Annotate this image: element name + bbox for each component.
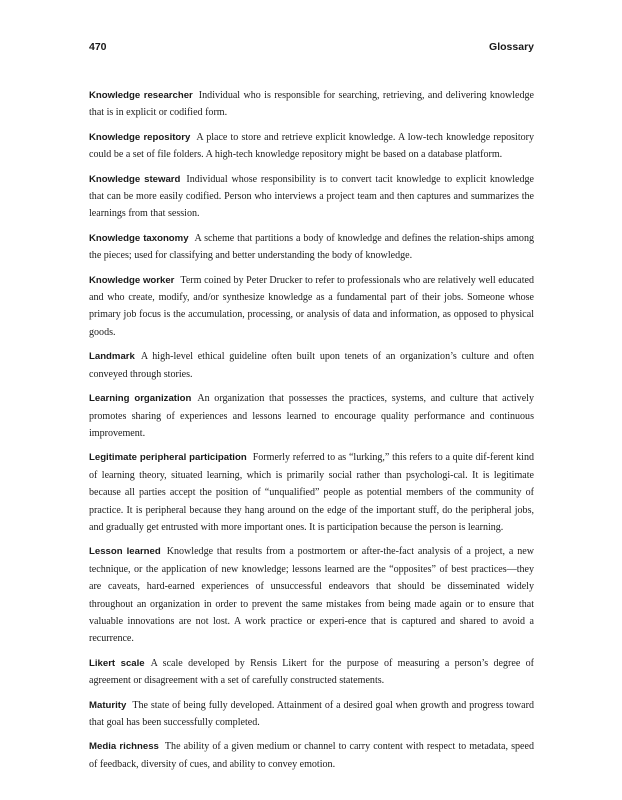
- glossary-entry: [89, 230, 534, 265]
- glossary-term: Landmark: [89, 351, 135, 363]
- glossary-entry: [89, 87, 534, 122]
- glossary-entry: [89, 697, 534, 732]
- glossary-definition: A scale developed by Rensis Likert for the purpose of measuring a person’s degree of agreement or disagreement with a set of carefully constructed statements.: [89, 657, 534, 687]
- glossary-entry: [89, 129, 534, 164]
- glossary-term: Likert scale: [89, 657, 145, 669]
- glossary-entry: [89, 348, 534, 383]
- glossary-entry: [89, 738, 534, 773]
- glossary-entry: [89, 543, 534, 647]
- glossary-term: Maturity: [89, 699, 127, 711]
- glossary-entry: [89, 171, 534, 223]
- glossary-definition: A place to store and retrieve explicit knowledge. A low-tech knowledge repository could be a set of file folders. A high-tech knowledge repository might be based on a database platform.: [89, 131, 535, 161]
- glossary-definition: Knowledge that results from a postmortem or after-the-fact analysis of a project, a new technique, or the application of new knowledge; lessons learned are the “opposites” of best practices—they are caveats, hard-earned experiences of unsuccessful endeavors that should be disseminated widely throughout an organization in order to prevent the same mistakes from being made again or to ensure that valuable innovations are not lost. A work practice or experi-ence that is captured and shared to avoid a recurrence.: [89, 546, 534, 645]
- glossary-term: Knowledge worker: [89, 274, 175, 286]
- glossary-term: Media richness: [89, 741, 159, 753]
- glossary-definition: Formerly referred to as “lurking,” this refers to a quite dif-ferent kind of learning theory, situated learning, which is primarily social rather than psychologi-cal. It is legitimate because all parties accept the position of “unqualified” people as potential members of the community of practice. It is peripheral because they hang around on the edge of the important stuff, do the peripheral jobs, and gradually get entrusted with more important ones. It is participation because the person is learning.: [89, 452, 534, 533]
- glossary-definition: A scheme that partitions a body of knowledge and defines the relation-ships among the pieces; used for classifying and better understanding the body of knowledge.: [89, 232, 534, 262]
- glossary-term: Knowledge steward: [89, 173, 181, 185]
- running-head: Glossary: [489, 41, 534, 53]
- glossary-entries: [89, 87, 534, 780]
- glossary-term: Legitimate peripheral participation: [89, 452, 247, 464]
- glossary-definition: Individual who is responsible for searching, retrieving, and delivering knowledge that is in explicit or codified form.: [89, 90, 534, 119]
- glossary-entry: [89, 390, 534, 442]
- page-number: 470: [89, 41, 107, 53]
- glossary-entry: [89, 655, 534, 690]
- glossary-definition: The state of being fully developed. Attainment of a desired goal when growth and progress toward that goal has been successfully completed.: [89, 699, 534, 728]
- glossary-term: Knowledge researcher: [89, 90, 193, 101]
- glossary-definition: The ability of a given medium or channel to carry content with respect to metadata, speed of feedback, diversity of cues, and ability to convey emotion.: [89, 741, 534, 770]
- glossary-definition: Term coined by Peter Drucker to refer to professionals who are relatively well educated and who create, modify, and/or synthesize knowledge as a fundamental part of their jobs. Someone whose primary job focus is the accumulation, processing, or analysis of data and information, as opposed to physical goods.: [89, 274, 534, 338]
- glossary-term: Lesson learned: [89, 546, 161, 558]
- page-header: [89, 41, 534, 55]
- glossary-definition: Individual whose responsibility is to convert tacit knowledge to explicit knowledge that can be more easily codified. Person who interviews a project team and then captures and summarizes the learnings from that session.: [89, 173, 534, 220]
- glossary-entry: [89, 272, 534, 342]
- glossary-term: Learning organization: [89, 393, 192, 405]
- glossary-term: Knowledge repository: [89, 131, 191, 143]
- glossary-entry: [89, 449, 534, 536]
- glossary-term: Knowledge taxonomy: [89, 232, 189, 244]
- glossary-definition: A high-level ethical guideline often built upon tenets of an organization’s culture and often conveyed through stories.: [89, 351, 534, 380]
- glossary-definition: An organization that possesses the practices, systems, and culture that actively promotes sharing of experiences and lessons learned to encourage quality performance and continuous improvement.: [89, 393, 534, 439]
